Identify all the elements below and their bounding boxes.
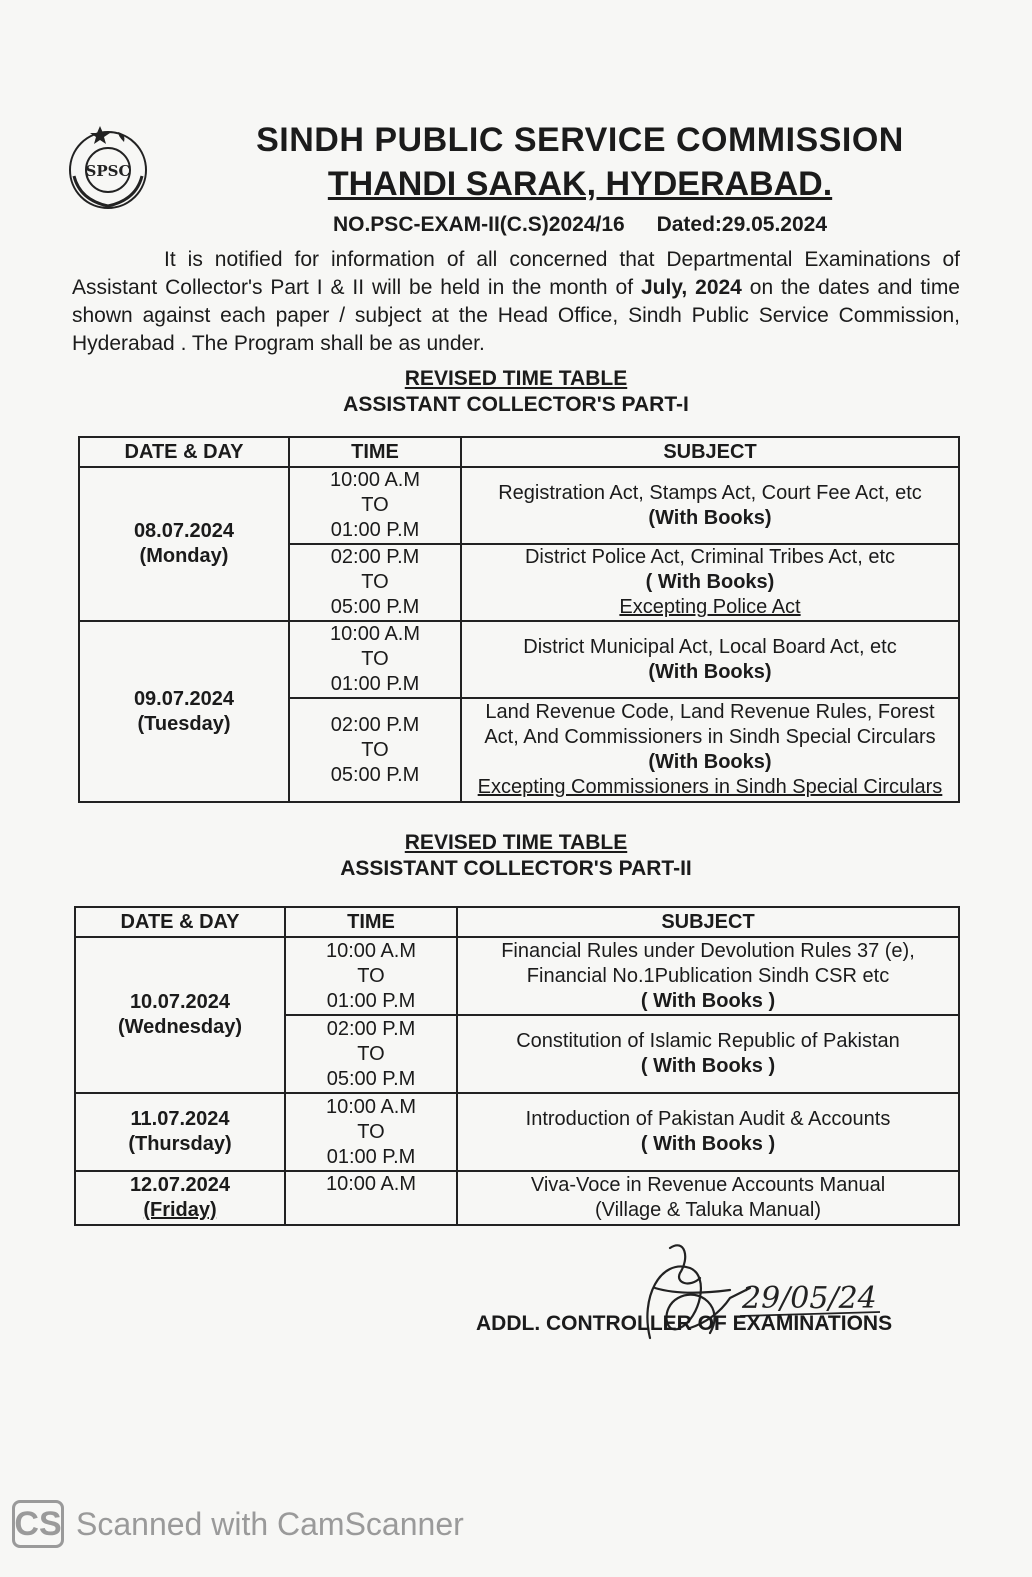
time-cell: 02:00 P.M TO 05:00 P.M bbox=[289, 698, 461, 802]
date-cell: 11.07.2024 (Thursday) bbox=[75, 1093, 285, 1171]
part2-heading bbox=[72, 830, 960, 882]
table-row bbox=[75, 1093, 959, 1171]
subject-cell: District Municipal Act, Local Board Act, etc (With Books) bbox=[461, 621, 959, 698]
time-cell: 10:00 A.M bbox=[285, 1171, 457, 1225]
letterhead bbox=[180, 118, 980, 240]
org-address: THANDI SARAK, HYDERABAD. bbox=[327, 165, 833, 203]
part2-title: REVISED TIME TABLE bbox=[404, 831, 628, 854]
spsc-logo bbox=[60, 118, 156, 214]
subject-cell: Constitution of Islamic Republic of Pakistan ( With Books ) bbox=[457, 1015, 959, 1093]
part1-heading bbox=[72, 366, 960, 418]
org-name: SINDH PUBLIC SERVICE COMMISSION bbox=[256, 121, 904, 159]
reference-number: NO.PSC-EXAM-II(C.S)2024/16 bbox=[332, 213, 625, 236]
col-time: TIME bbox=[289, 437, 461, 467]
time-cell: 10:00 A.M TO 01:00 P.M bbox=[285, 1093, 457, 1171]
date-cell: 09.07.2024 (Tuesday) bbox=[79, 621, 289, 802]
subject-cell: Financial Rules under Devolution Rules 37 (e), Financial No.1Publication Sindh CSR etc ( With Books ) bbox=[457, 937, 959, 1015]
part1-subtitle: ASSISTANT COLLECTOR'S PART-I bbox=[343, 393, 689, 416]
table-row bbox=[79, 467, 959, 544]
time-cell: 10:00 A.M TO 01:00 P.M bbox=[289, 467, 461, 544]
table-row bbox=[79, 621, 959, 698]
camscanner-watermark bbox=[12, 1500, 464, 1548]
date-cell: 12.07.2024 (Friday) bbox=[75, 1171, 285, 1225]
col-time: TIME bbox=[285, 907, 457, 937]
subject-cell: Registration Act, Stamps Act, Court Fee Act, etc (With Books) bbox=[461, 467, 959, 544]
time-cell: 02:00 P.M TO 05:00 P.M bbox=[289, 544, 461, 621]
col-subject: SUBJECT bbox=[457, 907, 959, 937]
subject-cell: District Police Act, Criminal Tribes Act, etc ( With Books) Excepting Police Act bbox=[461, 544, 959, 621]
col-subject: SUBJECT bbox=[461, 437, 959, 467]
col-date-day: DATE & DAY bbox=[75, 907, 285, 937]
reference-date: Dated:29.05.2024 bbox=[656, 213, 828, 236]
col-date-day: DATE & DAY bbox=[79, 437, 289, 467]
subject-cell: Viva-Voce in Revenue Accounts Manual (Village & Taluka Manual) bbox=[457, 1171, 959, 1225]
exam-month: July, 2024 bbox=[640, 276, 742, 299]
reference-line bbox=[180, 210, 980, 240]
notification-text: It is notified for information of all concerned that Departmental Examinations of Assistant Collector's Part I & II will be held in the month of July, 2024 on the dates and time shown against each paper / subject at the Head Office, Sindh Public Service Commission, Hyderabad . The Program shall be as under. bbox=[72, 248, 960, 355]
signatory-designation: ADDL. CONTROLLER OF EXAMINATIONS bbox=[476, 1312, 893, 1335]
camscanner-text: Scanned with CamScanner bbox=[76, 1505, 464, 1542]
date-cell: 08.07.2024 (Monday) bbox=[79, 467, 289, 621]
table-row bbox=[75, 1171, 959, 1225]
time-cell: 10:00 A.M TO 01:00 P.M bbox=[289, 621, 461, 698]
part1-title: REVISED TIME TABLE bbox=[404, 367, 628, 390]
svg-text:SPSC: SPSC bbox=[85, 162, 131, 180]
time-cell: 02:00 P.M TO 05:00 P.M bbox=[285, 1015, 457, 1093]
part2-subtitle: ASSISTANT COLLECTOR'S PART-II bbox=[340, 857, 692, 880]
subject-cell: Land Revenue Code, Land Revenue Rules, Forest Act, And Commissioners in Sindh Special Circulars (With Books) Excepting Commissioners in Sindh Special Circulars bbox=[461, 698, 959, 802]
time-cell: 10:00 A.M TO 01:00 P.M bbox=[285, 937, 457, 1015]
part1-time-table bbox=[78, 436, 960, 803]
camscanner-logo-icon: CS bbox=[12, 1500, 64, 1548]
subject-cell: Introduction of Pakistan Audit & Accounts ( With Books ) bbox=[457, 1093, 959, 1171]
signature-date: 29/05/24 bbox=[742, 1281, 877, 1316]
table-row bbox=[75, 937, 959, 1015]
date-cell: 10.07.2024 (Wednesday) bbox=[75, 937, 285, 1093]
part2-time-table bbox=[74, 906, 960, 1226]
